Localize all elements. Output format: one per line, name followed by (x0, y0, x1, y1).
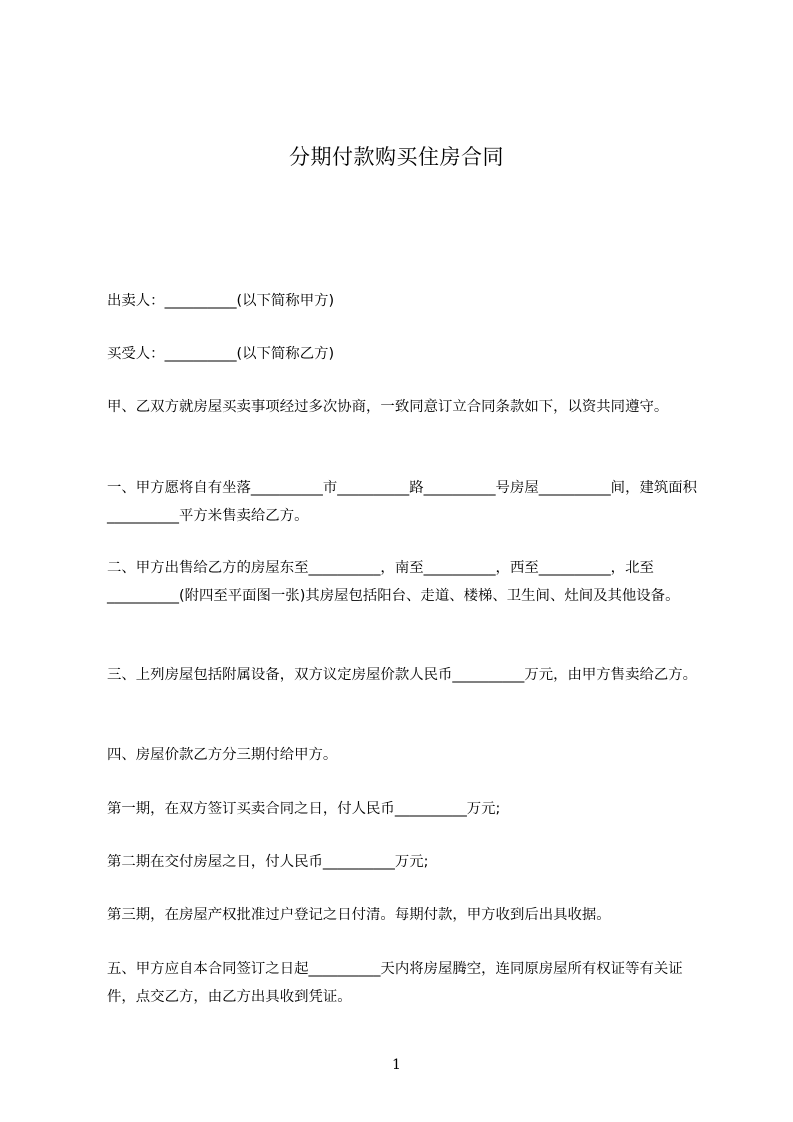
installment-2-paragraph: 第二期在交付房屋之日，付人民币__________万元; (107, 854, 429, 870)
clause-1-paragraph: 一、甲方愿将自有坐落__________市__________路__________号房屋__________间，建筑面积__________平方米售卖给乙方。 (107, 480, 698, 524)
seller-line: 出卖人：__________(以下简称甲方) (107, 293, 335, 309)
buyer-line: 买受人：__________(以下简称乙方) (107, 346, 335, 362)
clause-5-paragraph: 五、甲方应自本合同签订之日起__________天内将房屋腾空，连同原房屋所有权证等有关证件，点交乙方，由乙方出具收到凭证。 (107, 961, 683, 1005)
clause-2-paragraph: 二、甲方出售给乙方的房屋东至__________，南至__________，西至__________，北至__________(附四至平面图一张)其房屋包括阳台、走道、楼梯、卫生间、灶间及其他设备。 (107, 560, 680, 604)
document-title: 分期付款购买住房合同 (289, 145, 504, 169)
installment-1-paragraph: 第一期，在双方签订买卖合同之日，付人民币__________万元; (107, 801, 501, 817)
installment-3-paragraph: 第三期，在房屋产权批准过户登记之日付清。每期付款，甲方收到后出具收据。 (107, 907, 611, 923)
page-number: 1 (392, 1057, 401, 1073)
preamble-paragraph: 甲、乙双方就房屋买卖事项经过多次协商，一致同意订立合同条款如下，以资共同遵守。 (107, 399, 669, 415)
clause-3-paragraph: 三、上列房屋包括附属设备，双方议定房屋价款人民币__________万元，由甲方售卖给乙方。 (107, 667, 698, 683)
clause-4-paragraph: 四、房屋价款乙方分三期付给甲方。 (107, 747, 338, 763)
